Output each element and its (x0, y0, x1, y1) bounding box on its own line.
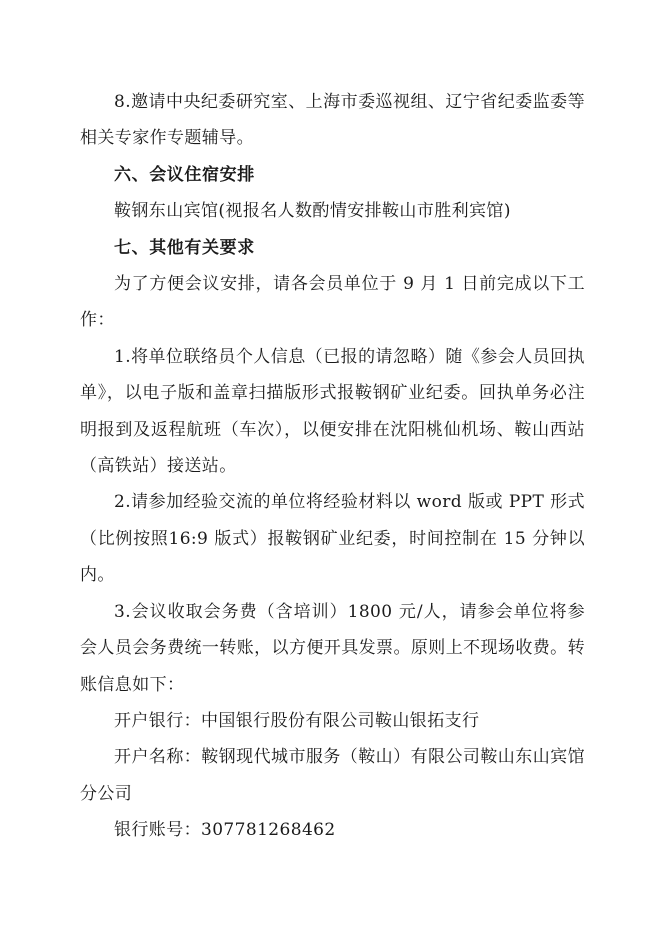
paragraph-expert-guidance: 8.邀请中央纪委研究室、上海市委巡视组、辽宁省纪委监委等相关专家作专题辅导。 (80, 92, 585, 149)
paragraph-hotel: 鞍钢东山宾馆(视报名人数酌情安排鞍山市胜利宾馆) (114, 201, 511, 222)
paragraph-item-2: 2.请参加经验交流的单位将经验材料以 word 版或 PPT 形式（比例按照16:9 版式）报鞍钢矿业纪委，时间控制在 15 分钟以内。 (80, 492, 585, 586)
paragraph-account-name: 开户名称：鞍钢现代城市服务（鞍山）有限公司鞍山东山宾馆分公司 (80, 747, 585, 804)
paragraph-item-1: 1.将单位联络员个人信息（已报的请忽略）随《参会人员回执单》，以电子版和盖章扫描版形式报鞍钢矿业纪委。回执单务必注明报到及返程航班（车次），以便安排在沈阳桃仙机场、鞍山西站（高铁站）接送站。 (80, 346, 585, 477)
paragraph-deadline: 为了方便会议安排，请各会员单位于 9 月 1 日前完成以下工作： (80, 274, 585, 331)
section-heading-other-requirements: 七、其他有关要求 (114, 237, 255, 258)
paragraph-account-number: 银行账号：307781268462 (114, 820, 336, 841)
paragraph-bank-name: 开户银行：中国银行股份有限公司鞍山银拓支行 (114, 710, 480, 731)
document-body (80, 84, 585, 849)
section-heading-accommodation: 六、会议住宿安排 (114, 164, 255, 185)
paragraph-item-3: 3.会议收取会务费（含培训）1800 元/人，请参会单位将参会人员会务费统一转账，以方便开具发票。原则上不现场收费。转账信息如下： (80, 601, 585, 695)
